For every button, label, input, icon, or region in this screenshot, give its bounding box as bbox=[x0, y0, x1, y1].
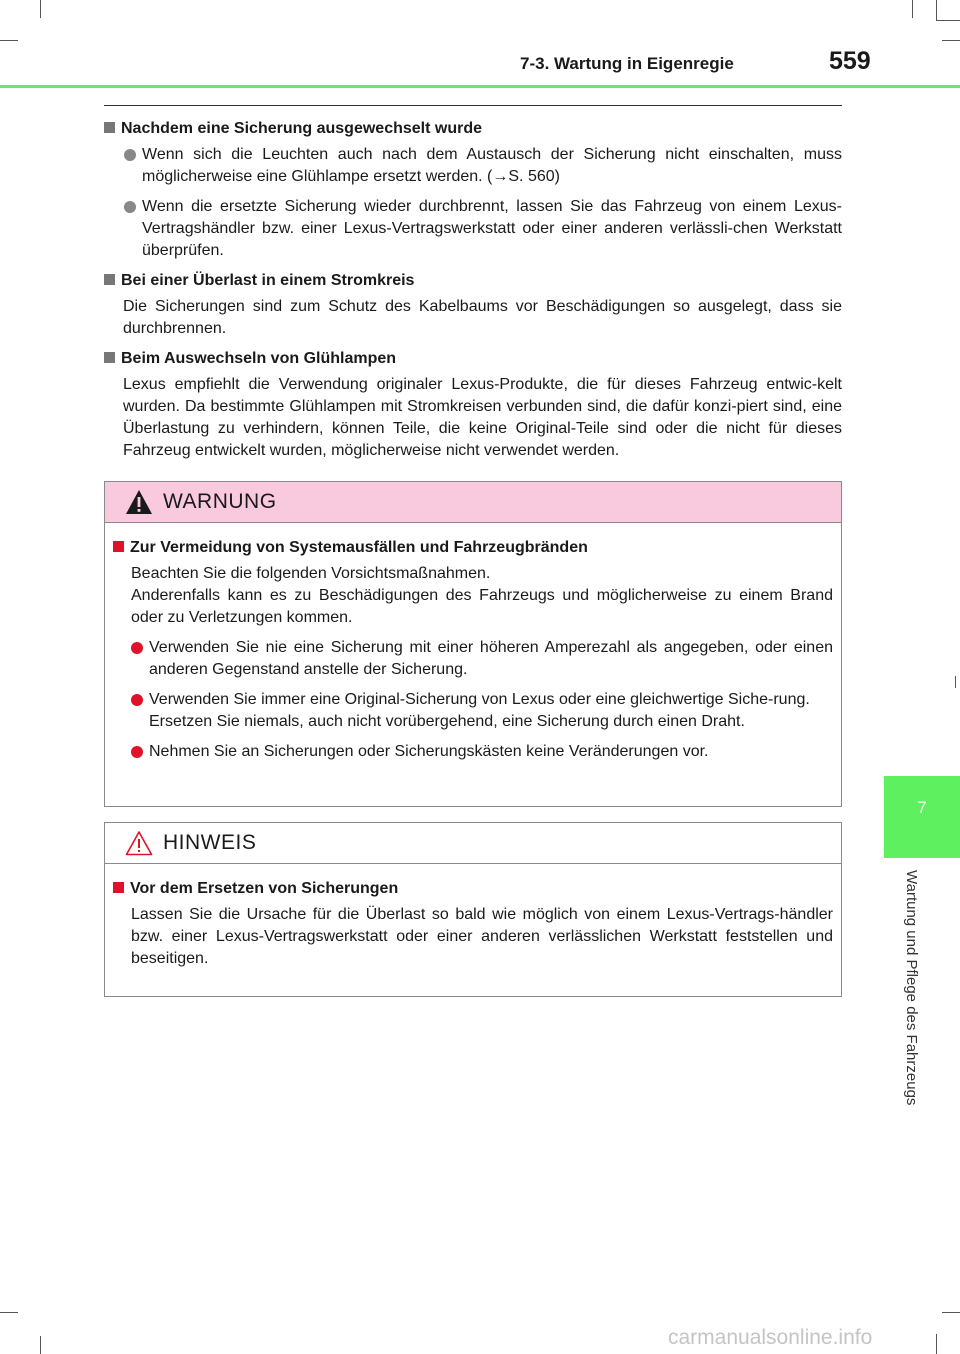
warning-intro: Beachten Sie die folgenden Vorsichtsmaßnahmen. Anderenfalls kann es zu Beschädigungen des Fahrzeugs und möglicherweise zu einem Brand oder zu Verletzungen kommen. bbox=[131, 565, 833, 626]
warning-title: WARNUNG bbox=[163, 490, 277, 513]
bullet-item: Wenn sich die Leuchten auch nach dem Austausch der Sicherung nicht einschalten, muss möglicherweise eine Glühlampe ersetzt werden. (→S. 560) bbox=[104, 144, 842, 188]
crop-mark bbox=[40, 1336, 41, 1354]
warning-heading: Zur Vermeidung von Systemausfällen und Fahrzeugbränden bbox=[113, 537, 833, 559]
main-content bbox=[104, 118, 842, 470]
square-bullet-icon bbox=[104, 274, 115, 285]
crop-mark bbox=[0, 1312, 18, 1313]
warning-header bbox=[105, 482, 841, 523]
circle-bullet-icon bbox=[131, 694, 143, 706]
chapter-label: Wartung und Pflege des Fahrzeugs bbox=[903, 870, 920, 1106]
notice-title: HINWEIS bbox=[163, 831, 257, 854]
crop-mark bbox=[936, 1334, 937, 1354]
chapter-number: 7 bbox=[917, 798, 927, 817]
section-heading: Nachdem eine Sicherung ausgewechselt wurde bbox=[104, 118, 842, 140]
warning-bullet: Verwenden Sie immer eine Original-Sicherung von Lexus oder eine gleichwertige Siche-rung. Ersetzen Sie niemals, auch nicht vorübergehend, eine Sicherung durch einen Draht. bbox=[113, 689, 833, 733]
section-text: Lexus empfiehlt die Verwendung originaler Lexus-Produkte, die für dieses Fahrzeug entwic-kelt wurden. Da bestimmte Glühlampen mit Stromkreisen verbunden sind, die dafür konzi-piert sind, eine Überlastung zu verhindern, können Teile, die keine Original-Teile sind oder die nicht für dieses Fahrzeug entwickelt wurden, möglicherweise nicht verwendet werden. bbox=[123, 376, 842, 459]
notice-header bbox=[105, 823, 841, 864]
crop-mark bbox=[912, 0, 913, 18]
square-bullet-icon bbox=[104, 352, 115, 363]
bullet-item: Wenn die ersetzte Sicherung wieder durchbrennt, lassen Sie das Fahrzeug von einem Lexus-Vertragshändler bzw. einer Lexus-Vertragswerkstatt oder einer anderen verlässli-chen Werkstatt überprüfen. bbox=[104, 196, 842, 262]
warning-box bbox=[104, 481, 842, 807]
section-heading: Beim Auswechseln von Glühlampen bbox=[104, 348, 842, 370]
notice-box bbox=[104, 822, 842, 997]
warning-body bbox=[105, 523, 841, 781]
notice-text: Lassen Sie die Ursache für die Überlast so bald wie möglich von einem Lexus-Vertrags-händler bzw. einer Lexus-Vertragswerkstatt oder einer anderen verlässlichen Werkstatt feststellen und beseitigen. bbox=[131, 906, 833, 967]
warning-bullet: Nehmen Sie an Sicherungen oder Sicherungskästen keine Veränderungen vor. bbox=[113, 741, 833, 763]
circle-bullet-icon bbox=[131, 642, 143, 654]
header-rule bbox=[0, 85, 960, 88]
crop-mark bbox=[955, 676, 956, 688]
crop-mark bbox=[936, 0, 937, 20]
crop-mark bbox=[0, 40, 18, 41]
chapter-tab bbox=[884, 776, 960, 858]
section-text: Die Sicherungen sind zum Schutz des Kabelbaums vor Beschädigungen so ausgelegt, dass sie durchbrennen. bbox=[123, 298, 842, 337]
square-bullet-icon bbox=[113, 541, 124, 552]
caution-triangle-icon bbox=[125, 830, 153, 856]
square-bullet-icon bbox=[113, 882, 124, 893]
square-bullet-icon bbox=[104, 122, 115, 133]
crop-mark bbox=[942, 40, 960, 41]
warning-triangle-icon bbox=[125, 489, 153, 515]
watermark: carmanualsonline.info bbox=[668, 1326, 873, 1349]
circle-bullet-icon bbox=[124, 149, 136, 161]
crop-mark bbox=[936, 20, 960, 21]
page-number: 559 bbox=[829, 47, 871, 75]
crop-mark bbox=[40, 0, 41, 18]
notice-heading: Vor dem Ersetzen von Sicherungen bbox=[113, 878, 833, 900]
circle-bullet-icon bbox=[124, 201, 136, 213]
content-rule bbox=[104, 105, 842, 106]
notice-body bbox=[105, 864, 841, 988]
crop-mark bbox=[942, 1312, 960, 1313]
section-heading: Bei einer Überlast in einem Stromkreis bbox=[104, 270, 842, 292]
section-title: 7-3. Wartung in Eigenregie bbox=[520, 54, 734, 73]
warning-bullet: Verwenden Sie nie eine Sicherung mit einer höheren Amperezahl als angegeben, oder einen anderen Gegenstand anstelle der Sicherung. bbox=[113, 637, 833, 681]
circle-bullet-icon bbox=[131, 746, 143, 758]
